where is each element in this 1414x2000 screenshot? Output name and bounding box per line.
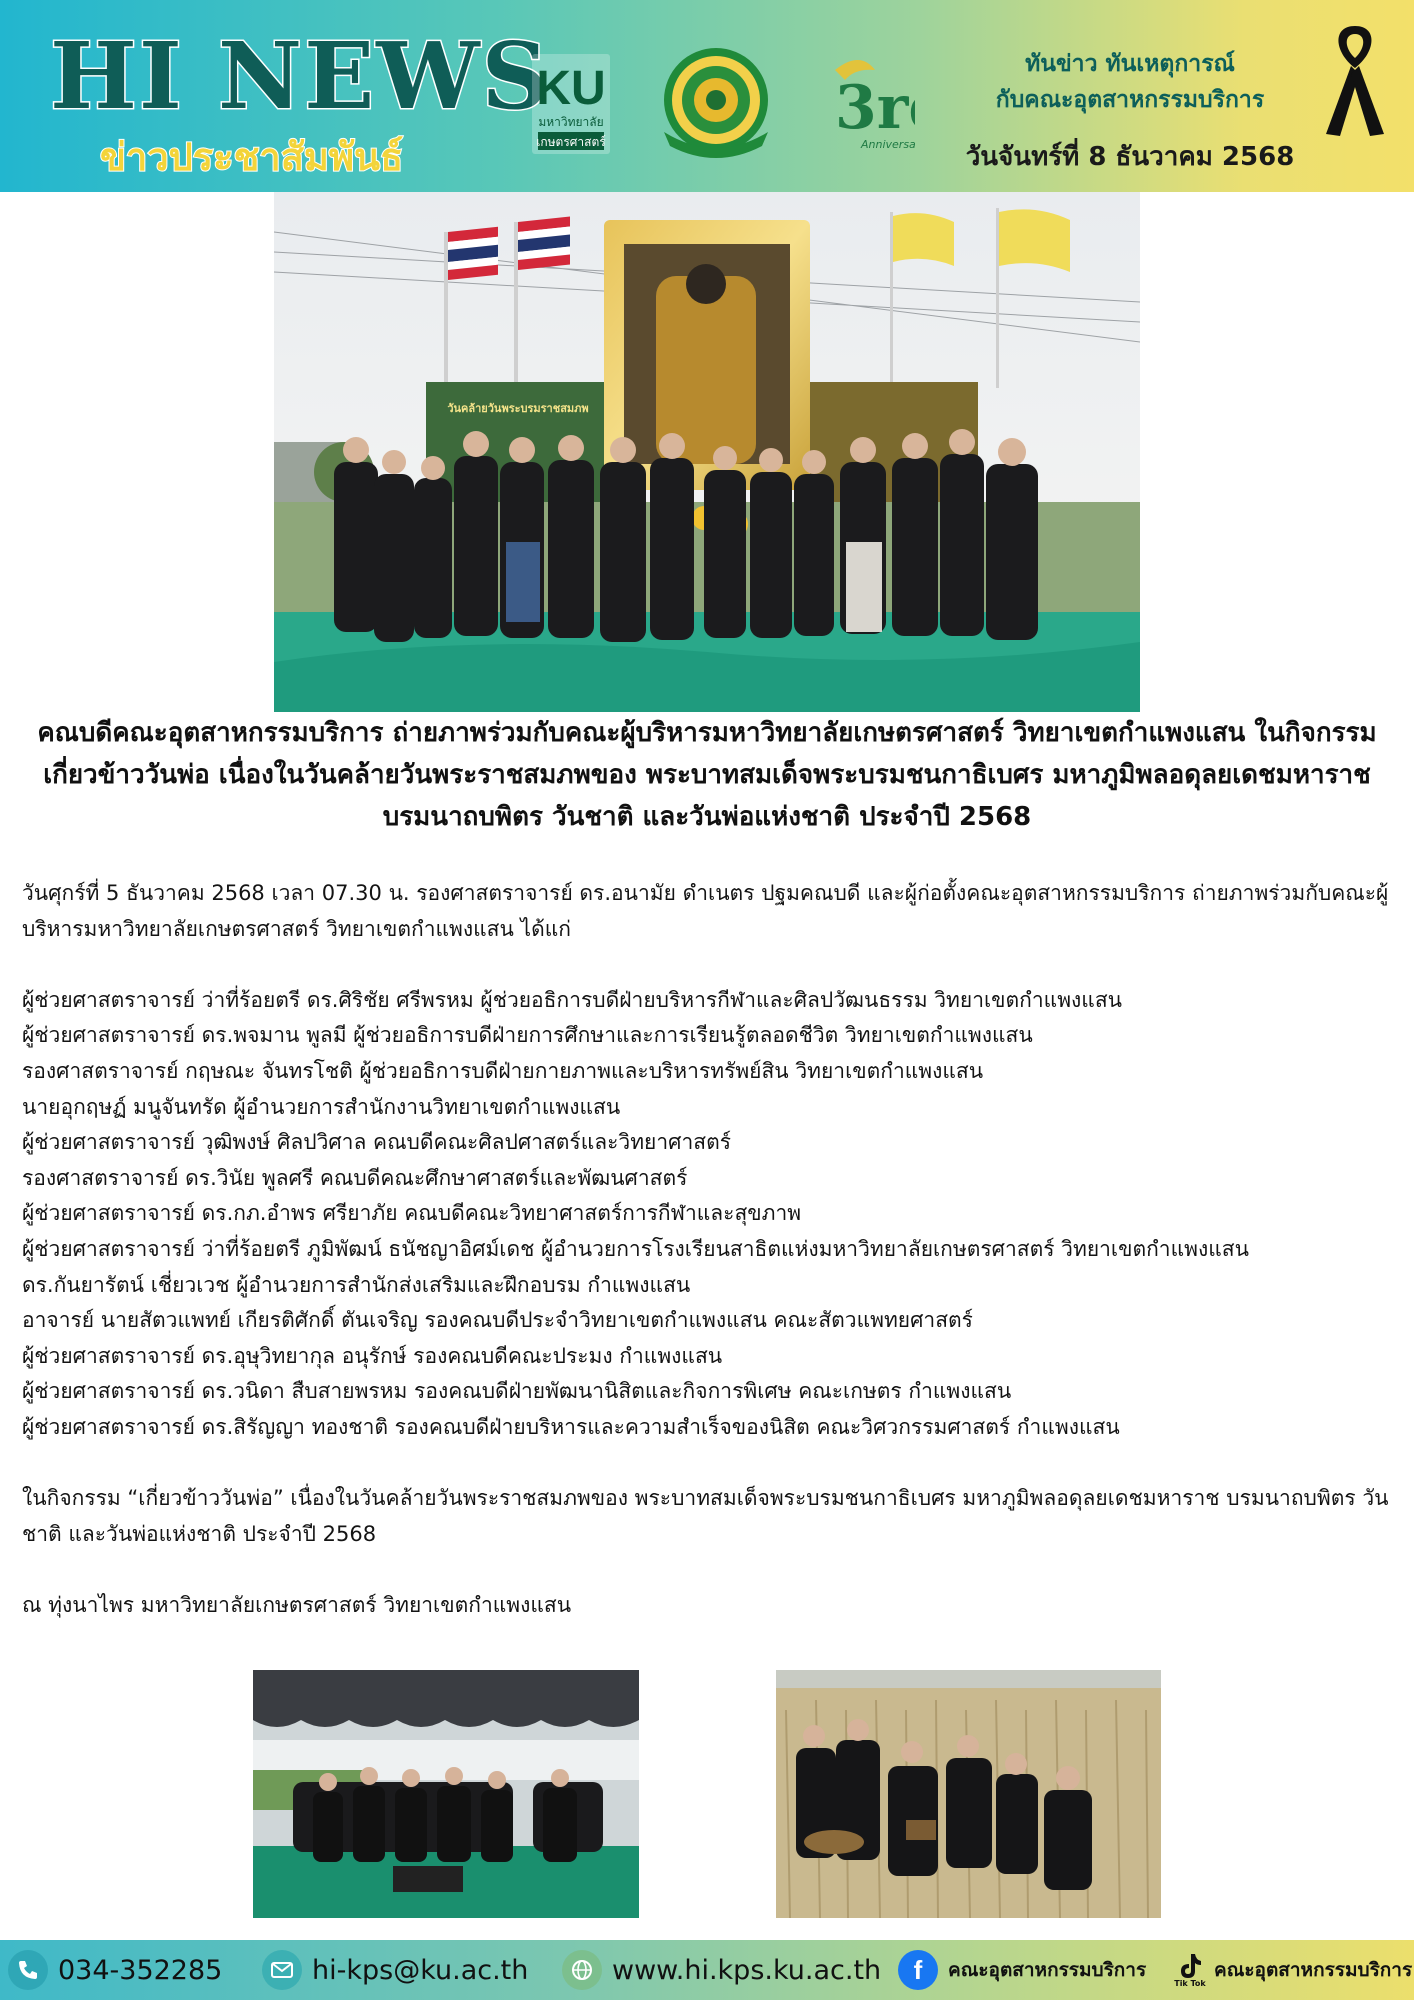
phone-number: 034-352285 (58, 1954, 223, 1986)
footer-email[interactable] (262, 1940, 528, 2000)
activity-paragraph: ในกิจกรรม “เกี่ยวข้าววันพ่อ” เนื่องในวันคล้ายวันพระราชสมภพของ พระบาทสมเด็จพระบรมชนกาธิเบศร มหาภูมิพลอดุลยเดชมหาราช บรมนาถบพิตร วันชาติ และวันพ่อแห่งชาติ ประจำปี 2568 (22, 1486, 1389, 1546)
footer-tiktok[interactable] (1170, 1940, 1412, 2000)
brand-subtitle: ข่าวประชาสัมพันธ์ (100, 135, 404, 179)
ku-logo-subtext-1: มหาวิทยาลัย (538, 115, 604, 129)
tagline (960, 46, 1300, 118)
footer-facebook[interactable] (898, 1940, 1146, 2000)
attendee-item: รองศาสตราจารย์ กฤษณะ จันทรโชติ ผู้ช่วยอธิการบดีฝ่ายกายภาพและบริหารทรัพย์สิน วิทยาเขตกำแพงแสน (22, 1058, 984, 1083)
mail-icon (262, 1950, 302, 1990)
rice-field-photo (776, 1670, 1161, 1918)
attendee-item: รองศาสตราจารย์ ดร.วินัย พูลศรี คณบดีคณะศึกษาศาสตร์และพัฒนศาสตร์ (22, 1165, 688, 1190)
black-ribbon-icon (1322, 22, 1388, 140)
page-footer (0, 1940, 1414, 2000)
attendee-item: ผู้ช่วยศาสตราจารย์ ดร.อุษุวิทยากุล อนุรักษ์ รองคณบดีคณะประมง กำแพงแสน (22, 1343, 723, 1368)
attendee-item: อาจารย์ นายสัตวแพทย์ เกียรติศักดิ์ ตันเจริญ รองคณบดีประจำวิทยาเขตกำแพงแสน คณะสัตวแพทยศาสตร์ (22, 1308, 973, 1333)
attendee-item: ผู้ช่วยศาสตราจารย์ ดร.วนิดา สืบสายพรหม รองคณบดีฝ่ายพัฒนานิสิตและกิจการพิเศษ คณะเกษตร กำแพงแสน (22, 1379, 1012, 1404)
tiktok-icon (1170, 1952, 1210, 1988)
news-headline: คณบดีคณะอุตสาหกรรมบริการ ถ่ายภาพร่วมกับคณะผู้บริหารมหาวิทยาลัยเกษตรศาสตร์ วิทยาเขตกำแพงแสน ในกิจกรรม เกี่ยวข้าววันพ่อ เนื่องในวันคล้ายวันพระราชสมภพของ พระบาทสมเด็จพระบรมชนกาธิเบศร มหาภูมิพลอดุลยเดชมหาราช บรมนาถบพิตร วันชาติ และวันพ่อแห่งชาติ ประจำปี 2568 (37, 718, 1377, 832)
website-url: www.hi.kps.ku.ac.th (612, 1954, 882, 1986)
anniversary-sub: Annivers (861, 138, 910, 151)
phone-icon (8, 1950, 48, 1990)
footer-phone[interactable] (8, 1940, 222, 2000)
attendee-list (22, 983, 1392, 1446)
attendee-item: ผู้ช่วยศาสตราจารย์ ดร.สิรัญญา ทองชาติ รองคณบดีฝ่ายบริหารและความสำเร็จของนิสิต คณะวิศวกรรมศาสตร์ กำแพงแสน (22, 1414, 1120, 1439)
faculty-seal-logo (652, 46, 780, 158)
facebook-page-name: คณะอุตสาหกรรมบริการ (948, 1959, 1147, 1981)
tiktok-label: Tik Tok (1174, 1979, 1206, 1988)
location-paragraph: ณ ทุ่งนาไพร มหาวิทยาลัยเกษตรศาสตร์ วิทยาเขตกำแพงแสน (22, 1592, 572, 1617)
anniversary-logo (805, 50, 915, 154)
page-header (0, 0, 1414, 192)
attendee-item: ดร.กันยารัตน์ เชี่ยวเวช ผู้อำนวยการสำนักส่งเสริมและฝึกอบรม กำแพงแสน (22, 1272, 691, 1297)
seated-group-photo (253, 1670, 639, 1918)
issue-date: วันจันทร์ที่ 8 ธันวาคม 2568 (965, 142, 1295, 172)
photo-banner-text: วันคล้ายวันพระบรมราชสมภพ (447, 402, 589, 415)
tagline-line-2: กับคณะอุตสาหกรรมบริการ (995, 87, 1265, 113)
ku-logo-text: KU (536, 62, 606, 115)
ku-logo-subtext-2: เกษตรศาสตร์ (536, 135, 606, 149)
attendee-item: ผู้ช่วยศาสตราจารย์ ดร.พจมาน พูลมี ผู้ช่วยอธิการบดีฝ่ายการศึกษาและการเรียนรู้ตลอดชีวิต วิทยาเขตกำแพงแสน (22, 1023, 1033, 1048)
article-body (22, 876, 1392, 1623)
attendee-item: นายอุกฤษฏ์ มนูจันทรัด ผู้อำนวยการสำนักงานวิทยาเขตกำแพงแสน (22, 1094, 621, 1119)
email-address: hi-kps@ku.ac.th (312, 1954, 529, 1986)
attendee-item: ผู้ช่วยศาสตราจารย์ วุฒิพงษ์ ศิลปวิศาล คณบดีคณะศิลปศาสตร์และวิทยาศาสตร์ (22, 1130, 731, 1155)
footer-website[interactable] (562, 1940, 881, 2000)
tagline-line-1: ทันข่าว ทันเหตุการณ์ (1025, 51, 1235, 77)
attendee-item: ผู้ช่วยศาสตราจารย์ ดร.กภ.อำพร ศรียาภัย คณบดีคณะวิทยาศาสตร์การกีฬาและสุขภาพ (22, 1201, 802, 1226)
intro-paragraph: วันศุกร์ที่ 5 ธันวาคม 2568 เวลา 07.30 น. รองศาสตราจารย์ ดร.อนามัย ดำเนตร ปฐมคณบดี และผู้ก่อตั้งคณะอุตสาหกรรมบริการ ถ่ายภาพร่วมกับคณะผู้บริหารมหาวิทยาลัยเกษตรศาสตร์ วิทยาเขตกำแพงแสน ได้แก่ (22, 881, 1389, 941)
main-group-photo (274, 192, 1140, 712)
attendee-item: ผู้ช่วยศาสตราจารย์ ว่าที่ร้อยตรี ดร.ศิริชัย ศรีพรหม ผู้ช่วยอธิการบดีฝ่ายบริหารกีฬาและศิลปวัฒนธรรม วิทยาเขตกำแพงแสน (22, 987, 1122, 1012)
brand-title: HI NEWS (50, 22, 550, 130)
tiktok-account-name: คณะอุตสาหกรรมบริการ (1214, 1959, 1413, 1981)
anniversary-number: 3r (835, 73, 909, 143)
globe-icon (562, 1950, 602, 1990)
facebook-icon: f (898, 1950, 938, 1990)
ku-logo (528, 52, 614, 156)
attendee-item: ผู้ช่วยศาสตราจารย์ ว่าที่ร้อยตรี ภูมิพัฒน์ ธนัชญาอิศม์เดช ผู้อำนวยการโรงเรียนสาธิตแห่งมหาวิทยาลัยเกษตรศาสตร์ วิทยาเขตกำแพงแสน (22, 1236, 1249, 1261)
